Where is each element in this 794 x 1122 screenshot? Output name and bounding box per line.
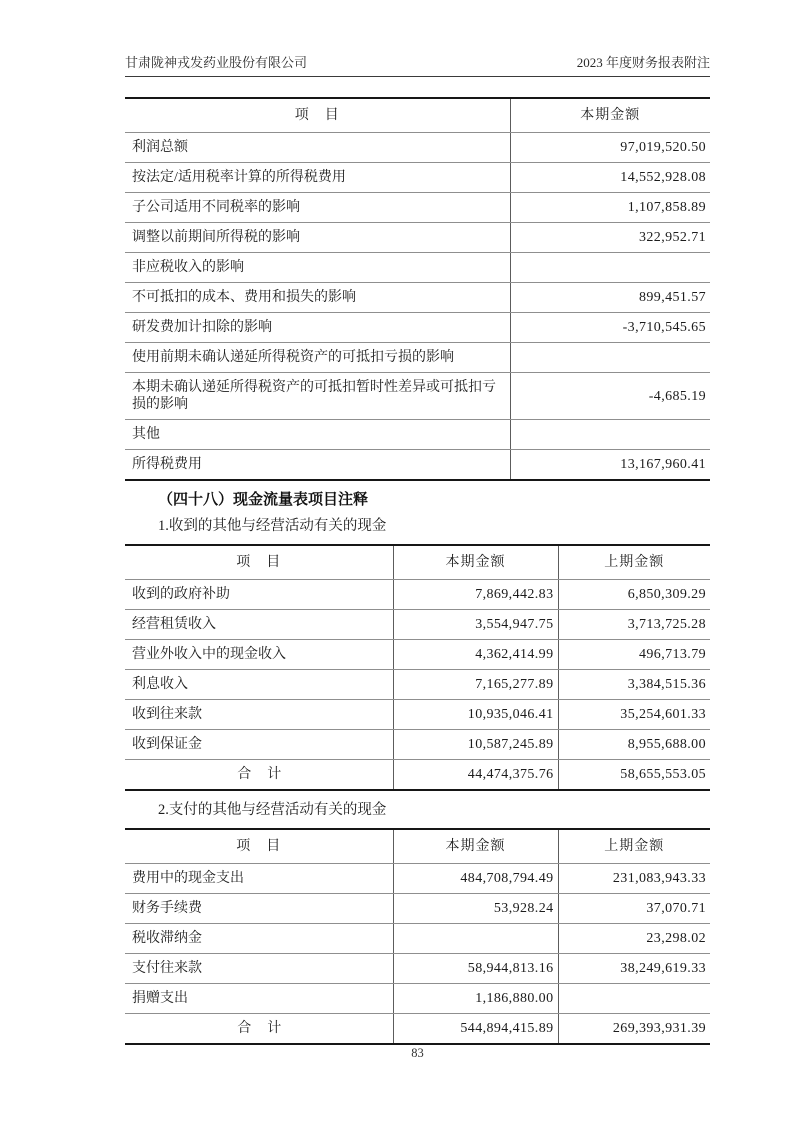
- amount-cell: 23,298.02: [558, 924, 710, 954]
- item-cell: 非应税收入的影响: [125, 253, 510, 283]
- amount-cell: -4,685.19: [510, 373, 710, 420]
- item-cell: 按法定/适用税率计算的所得税费用: [125, 163, 510, 193]
- item-cell: 合 计: [237, 1021, 283, 1036]
- cash-received-table: [125, 544, 710, 791]
- income-tax-table: [125, 97, 710, 481]
- table-row: [125, 924, 710, 954]
- amount-cell: 97,019,520.50: [510, 133, 710, 163]
- amount-cell: 44,474,375.76: [393, 760, 558, 791]
- amount-cell: 58,655,553.05: [558, 760, 710, 791]
- amount-cell: 58,944,813.16: [393, 954, 558, 984]
- table-row: [125, 223, 710, 253]
- amount-cell: 269,393,931.39: [558, 1014, 710, 1045]
- table-row: [125, 193, 710, 223]
- item-cell: 本期未确认递延所得税资产的可抵扣暂时性差异或可抵扣亏损的影响: [125, 373, 510, 420]
- column-header-prior: 上期金额: [558, 829, 710, 864]
- item-cell: 合 计: [237, 767, 283, 782]
- table-row: [125, 610, 710, 640]
- income-tax-table-head: [125, 98, 710, 133]
- table-row: [125, 420, 710, 450]
- item-cell: 使用前期未确认递延所得税资产的可抵扣亏损的影响: [125, 343, 510, 373]
- amount-cell: 1,107,858.89: [510, 193, 710, 223]
- amount-cell: [558, 984, 710, 1014]
- amount-cell: 322,952.71: [510, 223, 710, 253]
- report-title: 2023 年度财务报表附注: [576, 55, 710, 70]
- amount-cell: 3,713,725.28: [558, 610, 710, 640]
- amount-cell: 899,451.57: [510, 283, 710, 313]
- amount-cell: [510, 343, 710, 373]
- cash-paid-table-body: [125, 864, 710, 1045]
- cash-received-table-head: [125, 545, 710, 580]
- table-row: [125, 730, 710, 760]
- column-header-current: 本期金额: [393, 829, 558, 864]
- page-content: [125, 97, 710, 1045]
- cash-received-table-body: [125, 580, 710, 791]
- table-row: [125, 954, 710, 984]
- table-header-row: [125, 545, 710, 580]
- item-cell: 调整以前期间所得税的影响: [125, 223, 510, 253]
- page-number: 83: [411, 1046, 424, 1060]
- income-tax-table-body: [125, 133, 710, 481]
- subsection-2-title: 2.支付的其他与经营活动有关的现金: [158, 802, 387, 818]
- item-cell: 营业外收入中的现金收入: [125, 640, 393, 670]
- amount-cell: 544,894,415.89: [393, 1014, 558, 1045]
- amount-cell: [510, 253, 710, 283]
- column-header-current: 本期金额: [510, 98, 710, 133]
- table-row: [125, 253, 710, 283]
- amount-cell: 14,552,928.08: [510, 163, 710, 193]
- amount-cell: 10,587,245.89: [393, 730, 558, 760]
- item-cell: 收到的政府补助: [125, 580, 393, 610]
- amount-cell: 7,165,277.89: [393, 670, 558, 700]
- amount-cell: 37,070.71: [558, 894, 710, 924]
- item-cell: 收到保证金: [125, 730, 393, 760]
- amount-cell: 38,249,619.33: [558, 954, 710, 984]
- table-header-row: [125, 829, 710, 864]
- table-row: [125, 450, 710, 481]
- table-row: [125, 894, 710, 924]
- item-cell: 捐赠支出: [125, 984, 393, 1014]
- table-row: [125, 133, 710, 163]
- amount-cell: 7,869,442.83: [393, 580, 558, 610]
- amount-cell: 6,850,309.29: [558, 580, 710, 610]
- column-header-item: 项 目: [125, 545, 393, 580]
- column-header-prior: 上期金额: [558, 545, 710, 580]
- company-name: 甘肃陇神戎发药业股份有限公司: [125, 55, 308, 70]
- column-header-item: 项 目: [125, 829, 393, 864]
- item-cell: 税收滞纳金: [125, 924, 393, 954]
- item-cell: 利润总额: [125, 133, 510, 163]
- amount-cell: 496,713.79: [558, 640, 710, 670]
- amount-cell: 1,186,880.00: [393, 984, 558, 1014]
- cash-paid-table-head: [125, 829, 710, 864]
- subsection-1-title: 1.收到的其他与经营活动有关的现金: [158, 518, 387, 534]
- section-heading: （四十八）现金流量表项目注释: [158, 491, 369, 508]
- amount-cell: 13,167,960.41: [510, 450, 710, 481]
- item-cell: 研发费加计扣除的影响: [125, 313, 510, 343]
- page-header: [125, 54, 710, 77]
- table-row: [125, 760, 710, 791]
- table-row: [125, 640, 710, 670]
- amount-cell: 53,928.24: [393, 894, 558, 924]
- amount-cell: 3,384,515.36: [558, 670, 710, 700]
- amount-cell: [393, 924, 558, 954]
- column-header-current: 本期金额: [393, 545, 558, 580]
- table-row: [125, 864, 710, 894]
- table-row: [125, 1014, 710, 1045]
- table-row: [125, 163, 710, 193]
- item-cell: 经营租赁收入: [125, 610, 393, 640]
- item-cell: 子公司适用不同税率的影响: [125, 193, 510, 223]
- item-cell: 所得税费用: [132, 457, 202, 472]
- amount-cell: 10,935,046.41: [393, 700, 558, 730]
- table-row: [125, 343, 710, 373]
- table-row: [125, 580, 710, 610]
- table-row: [125, 373, 710, 420]
- amount-cell: 484,708,794.49: [393, 864, 558, 894]
- amount-cell: 3,554,947.75: [393, 610, 558, 640]
- table-header-row: [125, 98, 710, 133]
- table-row: [125, 313, 710, 343]
- column-header-item: 项 目: [125, 98, 510, 133]
- item-cell: 收到往来款: [125, 700, 393, 730]
- table-row: [125, 984, 710, 1014]
- amount-cell: 8,955,688.00: [558, 730, 710, 760]
- amount-cell: 4,362,414.99: [393, 640, 558, 670]
- amount-cell: -3,710,545.65: [510, 313, 710, 343]
- item-cell: 不可抵扣的成本、费用和损失的影响: [125, 283, 510, 313]
- amount-cell: [510, 420, 710, 450]
- item-cell: 其他: [125, 420, 510, 450]
- table-row: [125, 700, 710, 730]
- table-row: [125, 283, 710, 313]
- item-cell: 支付往来款: [125, 954, 393, 984]
- item-cell: 利息收入: [125, 670, 393, 700]
- table-row: [125, 670, 710, 700]
- amount-cell: 231,083,943.33: [558, 864, 710, 894]
- cash-paid-table: [125, 828, 710, 1045]
- item-cell: 费用中的现金支出: [125, 864, 393, 894]
- amount-cell: 35,254,601.33: [558, 700, 710, 730]
- item-cell: 财务手续费: [125, 894, 393, 924]
